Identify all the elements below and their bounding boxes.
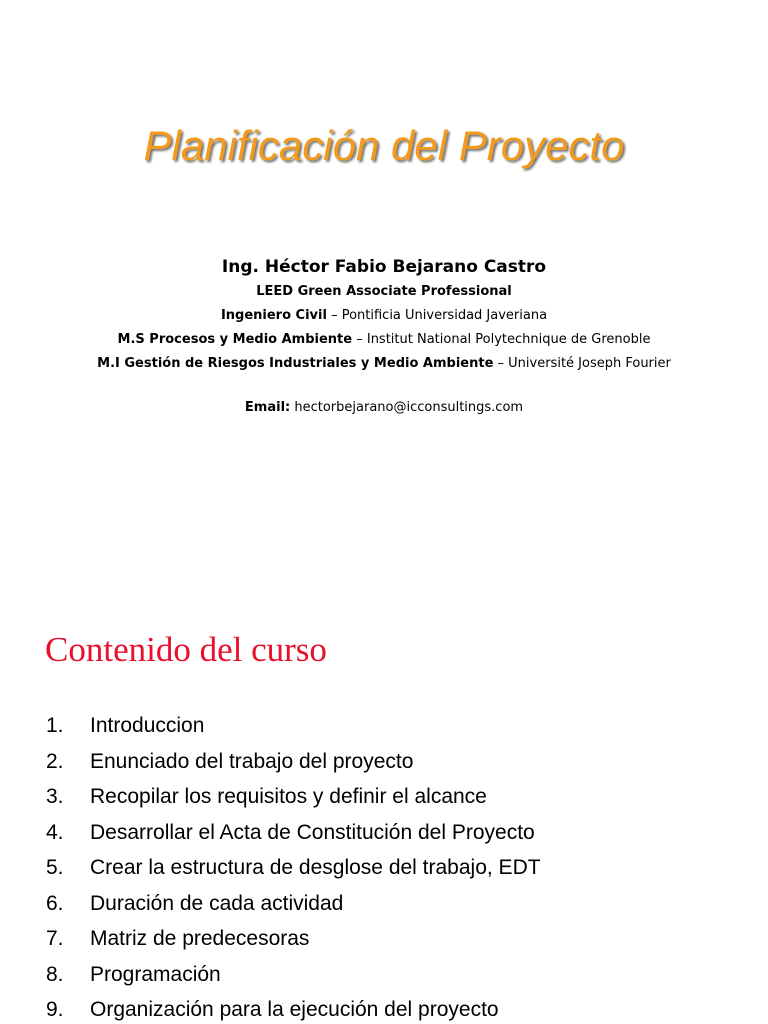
course-contents-list [46,708,541,1024]
credential-title: M.S Procesos y Medio Ambiente [117,332,353,347]
email-value[interactable]: hectorbejarano@icconsultings.com [290,400,524,415]
list-item-text: Programación [90,962,221,986]
list-item-number: 7. [46,927,64,950]
list-item-number: 2. [46,749,64,773]
list-item [46,921,541,957]
list-item [46,886,541,922]
list-item-number: 6. [46,891,64,915]
list-item-text: Enunciado del trabajo del proyecto [90,749,414,773]
list-item-number: 5. [46,856,64,879]
contents-slide [0,590,768,1024]
contents-heading: Contenido del curso [45,630,327,669]
list-item [46,815,541,851]
credential-title: Ingeniero Civil [220,308,327,323]
email-line [0,396,768,420]
list-item-text: Desarrollar el Acta de Constitución del Proyecto [90,820,535,844]
credential-leed [0,280,768,304]
list-item-number: 9. [46,998,64,1021]
credential-institution: – Institut National Polytechnique de Grenoble [352,332,651,347]
credential-civil-engineer [0,304,768,328]
credential-institution: – Pontificia Universidad Javeriana [326,308,548,323]
list-item-number: 3. [46,785,64,808]
author-name: Ing. Héctor Fabio Bejarano Castro [221,257,547,277]
list-item-text: Matriz de predecesoras [90,927,310,950]
list-item [46,708,541,744]
email-label: Email: [244,400,291,415]
list-item-number: 1. [46,714,64,737]
credential-title: M.I Gestión de Riesgos Industriales y Medio Ambiente [97,356,494,371]
credential-mi [0,352,768,376]
list-item-number: 8. [46,962,64,986]
list-item [46,744,541,780]
list-item-text: Duración de cada actividad [90,891,344,915]
credential-ms [0,328,768,352]
credential-title: LEED Green Associate Professional [256,284,512,299]
list-item-number: 4. [46,820,64,844]
list-item [46,850,541,886]
list-item [46,779,541,815]
list-item-text: Crear la estructura de desglose del trabajo, EDT [90,856,541,879]
credential-institution: – Université Joseph Fourier [493,356,671,371]
list-item-text: Introduccion [90,714,205,737]
author-block [0,254,768,420]
list-item-text: Organización para la ejecución del proyecto [90,998,499,1021]
list-item-text: Recopilar los requisitos y definir el alcance [90,785,487,808]
presentation-title: Planificación del Proyecto [143,122,625,169]
list-item [46,957,541,993]
list-item [46,992,541,1024]
